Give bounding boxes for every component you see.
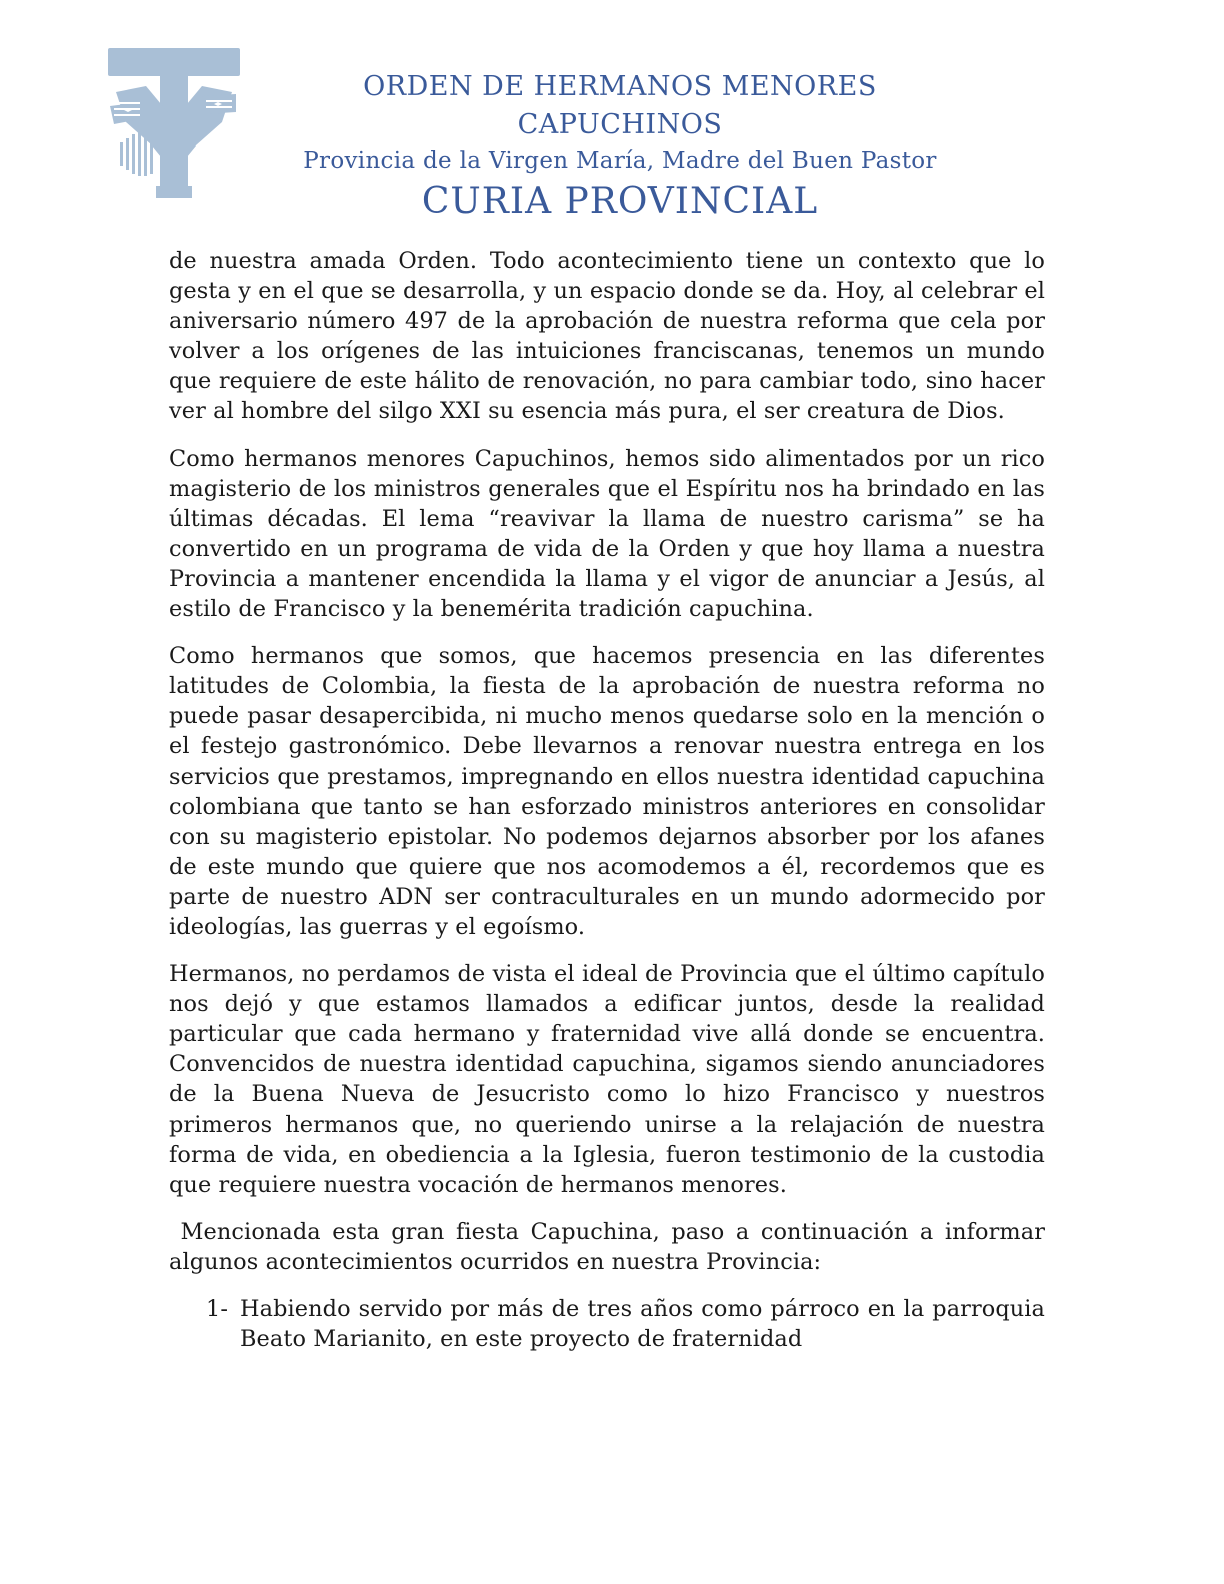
paragraph: Mencionada esta gran fiesta Capuchina, paso a continuación a informar algunos acontecimientos ocurridos en nuestra Provincia:	[169, 1218, 1053, 1275]
province-name: Provincia de la Virgen María, Madre del Buen Pastor	[303, 148, 937, 174]
order-name: ORDEN DE HERMANOS MENORES CAPUCHINOS	[363, 71, 877, 140]
letter-body	[169, 246, 1053, 1354]
capuchin-tau-cross-crossed-arms-icon	[106, 46, 242, 200]
list-marker: 1-	[206, 1296, 229, 1322]
paragraph: Hermanos, no perdamos de vista el ideal de Provincia que el último capítulo nos dejó y que estamos llamados a edificar juntos, desde la realidad particular que cada hermano y fraternidad vive allá donde se encuentra. Convencidos de nuestra identidad capuchina, sigamos siendo anunciadores de la Buena Nueva de Jesucristo como lo hizo Francisco y nuestros primeros hermanos que, no queriendo unirse a la relajación de nuestra forma de vida, en obediencia a la Iglesia, fueron testimonio de la custodia que requiere nuestra vocación de hermanos menores.	[169, 961, 1045, 1198]
numbered-list	[169, 1294, 1045, 1354]
paragraph: Como hermanos que somos, que hacemos presencia en las diferentes latitudes de Colombia, la fiesta de la aprobación de nuestra reforma no puede pasar desapercibida, ni mucho menos quedarse solo en la mención o el festejo gastronómico. Debe llevarnos a renovar nuestra entrega en los servicios que prestamos, impregnando en ellos nuestra identidad capuchina colombiana que tanto se han esforzado ministros anteriores en consolidar con su magisterio epistolar. No podemos dejarnos absorber por los afanes de este mundo que quiere que nos acomodemos a él, recordemos que es parte de nuestro ADN ser contraculturales en un mundo adormecido por ideologías, las guerras y el egoísmo.	[169, 643, 1045, 940]
letterhead-text	[270, 68, 970, 226]
paragraph: de nuestra amada Orden. Todo acontecimiento tiene un contexto que lo gesta y en el que se desarrolla, y un espacio donde se da. Hoy, al celebrar el aniversario número 497 de la aprobación de nuestra reforma que cela por volver a los orígenes de las intuiciones franciscanas, tenemos un mundo que requiere de este hálito de renovación, no para cambiar todo, sino hacer ver al hombre del silgo XXI su esencia más pura, el ser creatura de Dios.	[169, 248, 1045, 425]
list-item-text: Habiendo servido por más de tres años como párroco en la parroquia Beato Marianito, en este proyecto de fraternidad	[240, 1296, 1045, 1353]
list-item	[169, 1294, 1045, 1354]
letterhead	[0, 0, 1224, 222]
paragraph: Como hermanos menores Capuchinos, hemos sido alimentados por un rico magisterio de los ministros generales que el Espíritu nos ha brindado en las últimas décadas. El lema “reavivar la llama de nuestro carisma” se ha convertido en un programa de vida de la Orden y que hoy llama a nuestra Provincia a mantener encendida la llama y el vigor de anunciar a Jesús, al estilo de Francisco y la benemérita tradición capuchina.	[169, 445, 1045, 623]
curia-title: CURIA PROVINCIAL	[421, 181, 819, 222]
